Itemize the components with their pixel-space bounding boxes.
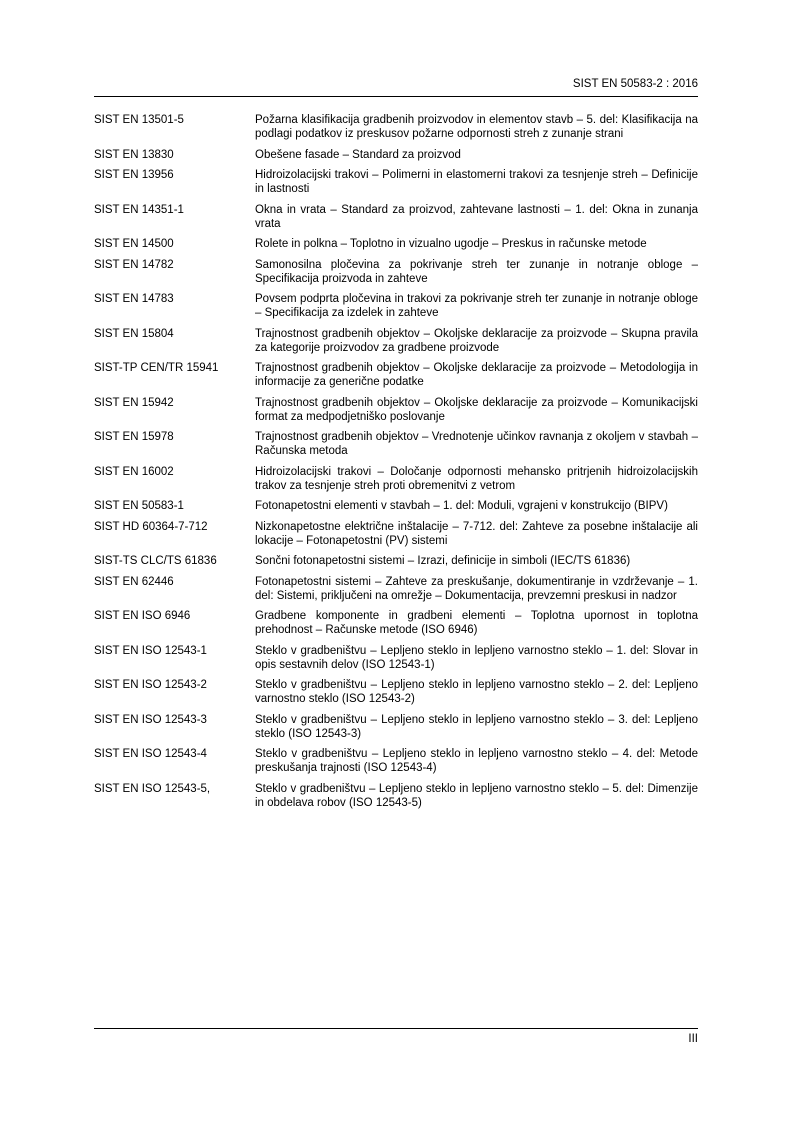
reference-row xyxy=(94,361,698,389)
reference-code: SIST EN 14500 xyxy=(94,238,174,250)
reference-title: Požarna klasifikacija gradbenih proizvodov in elementov stavb – 5. del: Klasifikacija na podlagi podatkov iz preskusov požarne odpornosti streh z zunanje strani xyxy=(255,114,698,140)
reference-title: Hidroizolacijski trakovi – Določanje odpornosti mehansko pritrjenih hidroizolacijskih trakov za tesnjenje streh proti obremenitvi z vetrom xyxy=(255,465,698,492)
reference-code: SIST EN ISO 12543-5, xyxy=(94,782,211,795)
reference-title: Steklo v gradbeništvu – Lepljeno steklo in lepljeno varnostno steklo – 3. del: Lepljeno steklo (ISO 12543-3) xyxy=(255,713,698,740)
reference-code: SIST EN 13830 xyxy=(94,148,174,161)
reference-code: SIST EN ISO 6946 xyxy=(94,610,191,622)
reference-row xyxy=(94,396,698,424)
reference-row xyxy=(94,113,698,141)
reference-code: SIST EN 15942 xyxy=(94,396,174,409)
reference-title: Trajnostnost gradbenih objektov – Okoljske deklaracije za proizvode – Metodologija in informacije za generične podatke xyxy=(255,362,698,388)
reference-row xyxy=(94,292,698,320)
reference-row xyxy=(94,258,698,286)
reference-title: Obešene fasade – Standard za proizvod xyxy=(255,148,461,161)
reference-row xyxy=(94,713,698,741)
reference-title: Povsem podprta pločevina in trakovi za pokrivanje streh ter zunanje in notranje obloge – Specifikacija za izdelek in zahteve xyxy=(255,293,698,319)
reference-title: Trajnostnost gradbenih objektov – Okoljske deklaracije za proizvode – Komunikacijski format za medpodjetniško poslovanje xyxy=(255,396,698,423)
reference-code: SIST EN 13501-5 xyxy=(94,114,184,126)
reference-code: SIST EN 14351-1 xyxy=(94,203,184,216)
reference-title: Okna in vrata – Standard za proizvod, zahtevane lastnosti – 1. del: Okna in zunanja vrata xyxy=(255,203,698,230)
reference-code: SIST EN ISO 12543-1 xyxy=(94,644,207,657)
reference-title: Trajnostnost gradbenih objektov – Okoljske deklaracije za proizvode – Skupna pravila za kategorije proizvodov za gradbene proizvode xyxy=(255,327,698,354)
footer-divider xyxy=(94,1028,698,1029)
reference-row xyxy=(94,203,698,231)
reference-code: SIST EN 13956 xyxy=(94,169,174,181)
header-divider xyxy=(94,96,698,97)
reference-code: SIST EN 50583-1 xyxy=(94,500,184,512)
reference-code: SIST EN ISO 12543-2 xyxy=(94,679,207,691)
reference-row xyxy=(94,678,698,706)
reference-code: SIST-TP CEN/TR 15941 xyxy=(94,362,219,374)
document-id-header: SIST EN 50583-2 : 2016 xyxy=(572,78,698,90)
reference-title: Nizkonapetostne električne inštalacije – 7-712. del: Zahteve za posebne inštalacije ali lokacije – Fotonapetostni (PV) sistemi xyxy=(255,520,698,547)
reference-code: SIST EN 62446 xyxy=(94,575,174,588)
reference-row xyxy=(94,499,698,513)
reference-row xyxy=(94,465,698,493)
reference-title: Gradbene komponente in gradbeni elementi – Toplotna upornost in toplotna prehodnost – Računske metode (ISO 6946) xyxy=(255,610,698,636)
reference-row xyxy=(94,644,698,672)
reference-row xyxy=(94,520,698,548)
reference-title: Trajnostnost gradbenih objektov – Vrednotenje učinkov ravnanja z okoljem v stavbah – Računska metoda xyxy=(255,431,698,457)
page-number: III xyxy=(688,1033,698,1045)
reference-row xyxy=(94,554,698,568)
reference-row xyxy=(94,430,698,458)
reference-title: Samonosilna pločevina za pokrivanje streh ter zunanje in notranje obloge – Specifikacija proizvoda in zahteve xyxy=(255,258,698,285)
reference-title: Fotonapetostni sistemi – Zahteve za preskušanje, dokumentiranje in vzdrževanje – 1. del: Sistemi, priključeni na omrežje – Dokumentacija, prevzemni preskusi in nadzor xyxy=(255,575,698,602)
reference-row xyxy=(94,575,698,603)
reference-title: Steklo v gradbeništvu – Lepljeno steklo in lepljeno varnostno steklo – 4. del: Metode preskušanja trajnosti (ISO 12543-4) xyxy=(255,748,698,774)
reference-title: Steklo v gradbeništvu – Lepljeno steklo in lepljeno varnostno steklo – 2. del: Lepljeno varnostno steklo (ISO 12543-2) xyxy=(255,679,698,705)
reference-row xyxy=(94,747,698,775)
reference-row xyxy=(94,609,698,637)
reference-code: SIST EN ISO 12543-3 xyxy=(94,713,207,726)
reference-code: SIST EN 15978 xyxy=(94,431,174,443)
reference-title: Fotonapetostni elementi v stavbah – 1. del: Moduli, vgrajeni v konstrukcijo (BIPV) xyxy=(255,500,668,512)
reference-code: SIST EN 14782 xyxy=(94,258,174,271)
reference-title: Steklo v gradbeništvu – Lepljeno steklo in lepljeno varnostno steklo – 1. del: Slovar in opis sestavnih delov (ISO 12543-1) xyxy=(255,644,698,671)
reference-code: SIST EN 15804 xyxy=(94,327,174,340)
reference-code: SIST HD 60364-7-712 xyxy=(94,520,208,533)
reference-row xyxy=(94,148,698,162)
reference-row xyxy=(94,782,698,810)
reference-code: SIST EN ISO 12543-4 xyxy=(94,748,207,760)
reference-code: SIST EN 16002 xyxy=(94,465,174,478)
reference-row xyxy=(94,327,698,355)
reference-row xyxy=(94,237,698,251)
reference-title: Rolete in polkna – Toplotno in vizualno ugodje – Preskus in računske metode xyxy=(255,238,647,250)
reference-title: Steklo v gradbeništvu – Lepljeno steklo in lepljeno varnostno steklo – 5. del: Dimenzije in obdelava robov (ISO 12543-5) xyxy=(255,782,698,809)
reference-code: SIST EN 14783 xyxy=(94,293,174,305)
reference-row xyxy=(94,168,698,196)
reference-title: Hidroizolacijski trakovi – Polimerni in elastomerni trakovi za tesnjenje streh – Definicije in lastnosti xyxy=(255,169,698,195)
reference-title: Sončni fotonapetostni sistemi – Izrazi, definicije in simboli (IEC/TS 61836) xyxy=(255,555,631,567)
reference-code: SIST-TS CLC/TS 61836 xyxy=(94,555,217,567)
normative-references-list xyxy=(94,113,698,816)
